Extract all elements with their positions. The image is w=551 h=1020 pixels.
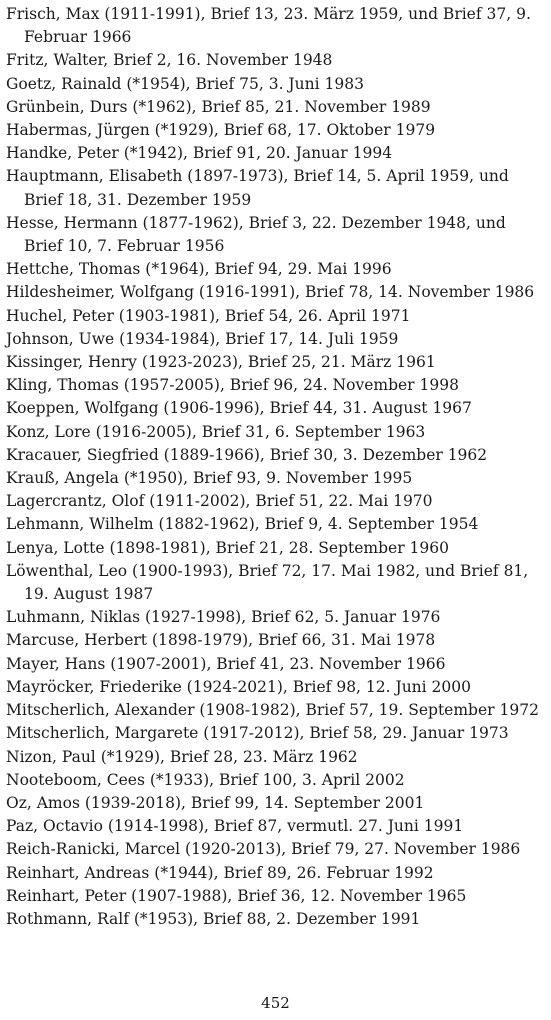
index-entry: Lehmann, Wilhelm (1882-1962), Brief 9, 4. September 1954 [6,515,479,534]
index-entry: Fritz, Walter, Brief 2, 16. November 1948 [6,51,333,70]
index-entry: Goetz, Rainald (*1954), Brief 75, 3. Juni 1983 [6,74,364,93]
index-entry: Löwenthal, Leo (1900-1993), Brief 72, 17. Mai 1982, und Brief 81, 19. August 1987 [6,561,529,604]
index-entry: Mitscherlich, Margarete (1917-2012), Brief 58, 29. Januar 1973 [6,724,509,743]
index-list [6,3,546,931]
index-entry: Koeppen, Wolfgang (1906-1996), Brief 44, 31. August 1967 [6,399,472,418]
index-entry: Handke, Peter (*1942), Brief 91, 20. Januar 1994 [6,144,393,163]
index-entry: Reich-Ranicki, Marcel (1920-2013), Brief 79, 27. November 1986 [6,840,521,859]
index-entry: Habermas, Jürgen (*1929), Brief 68, 17. Oktober 1979 [6,121,436,140]
index-entry: Johnson, Uwe (1934-1984), Brief 17, 14. Juli 1959 [6,329,399,348]
index-entry: Reinhart, Andreas (*1944), Brief 89, 26. Februar 1992 [6,863,434,882]
index-entry: Hettche, Thomas (*1964), Brief 94, 29. Mai 1996 [6,260,392,279]
index-entry: Grünbein, Durs (*1962), Brief 85, 21. November 1989 [6,97,431,116]
index-entry: Marcuse, Herbert (1898-1979), Brief 66, 31. Mai 1978 [6,631,436,650]
index-entry: Kracauer, Siegfried (1889-1966), Brief 30, 3. Dezember 1962 [6,445,488,464]
index-entry: Reinhart, Peter (1907-1988), Brief 36, 12. November 1965 [6,886,467,905]
index-entry: Hesse, Hermann (1877-1962), Brief 3, 22. Dezember 1948, und Brief 10, 7. Februar 1956 [6,213,506,256]
index-entry: Krauß, Angela (*1950), Brief 93, 9. November 1995 [6,469,413,488]
index-entry: Paz, Octavio (1914-1998), Brief 87, vermutl. 27. Juni 1991 [6,817,464,836]
index-entry: Kissinger, Henry (1923-2023), Brief 25, 21. März 1961 [6,353,436,372]
index-entry: Konz, Lore (1916-2005), Brief 31, 6. September 1963 [6,422,426,441]
index-entry: Hildesheimer, Wolfgang (1916-1991), Brief 78, 14. November 1986 [6,283,535,302]
index-entry: Mitscherlich, Alexander (1908-1982), Brief 57, 19. September 1972 [6,701,539,720]
index-entry: Mayröcker, Friederike (1924-2021), Brief 98, 12. Juni 2000 [6,677,471,696]
index-entry: Frisch, Max (1911-1991), Brief 13, 23. März 1959, und Brief 37, 9. Februar 1966 [6,5,531,47]
index-entry: Nooteboom, Cees (*1933), Brief 100, 3. April 2002 [6,770,405,789]
index-entry: Hauptmann, Elisabeth (1897-1973), Brief 14, 5. April 1959, und Brief 18, 31. Dezember 1959 [6,167,509,209]
index-entry: Oz, Amos (1939-2018), Brief 99, 14. September 2001 [6,793,425,812]
index-entry: Rothmann, Ralf (*1953), Brief 88, 2. Dezember 1991 [6,909,421,928]
index-entry: Kling, Thomas (1957-2005), Brief 96, 24. November 1998 [6,376,459,395]
index-entry: Luhmann, Niklas (1927-1998), Brief 62, 5. Januar 1976 [6,608,441,627]
index-entry: Nizon, Paul (*1929), Brief 28, 23. März 1962 [6,747,358,766]
index-entry: Lenya, Lotte (1898-1981), Brief 21, 28. September 1960 [6,538,449,557]
page-number: 452 [261,994,290,1012]
index-entry: Mayer, Hans (1907-2001), Brief 41, 23. November 1966 [6,654,446,673]
index-entry: Huchel, Peter (1903-1981), Brief 54, 26. April 1971 [6,306,411,325]
index-entry: Lagercrantz, Olof (1911-2002), Brief 51, 22. Mai 1970 [6,492,433,511]
